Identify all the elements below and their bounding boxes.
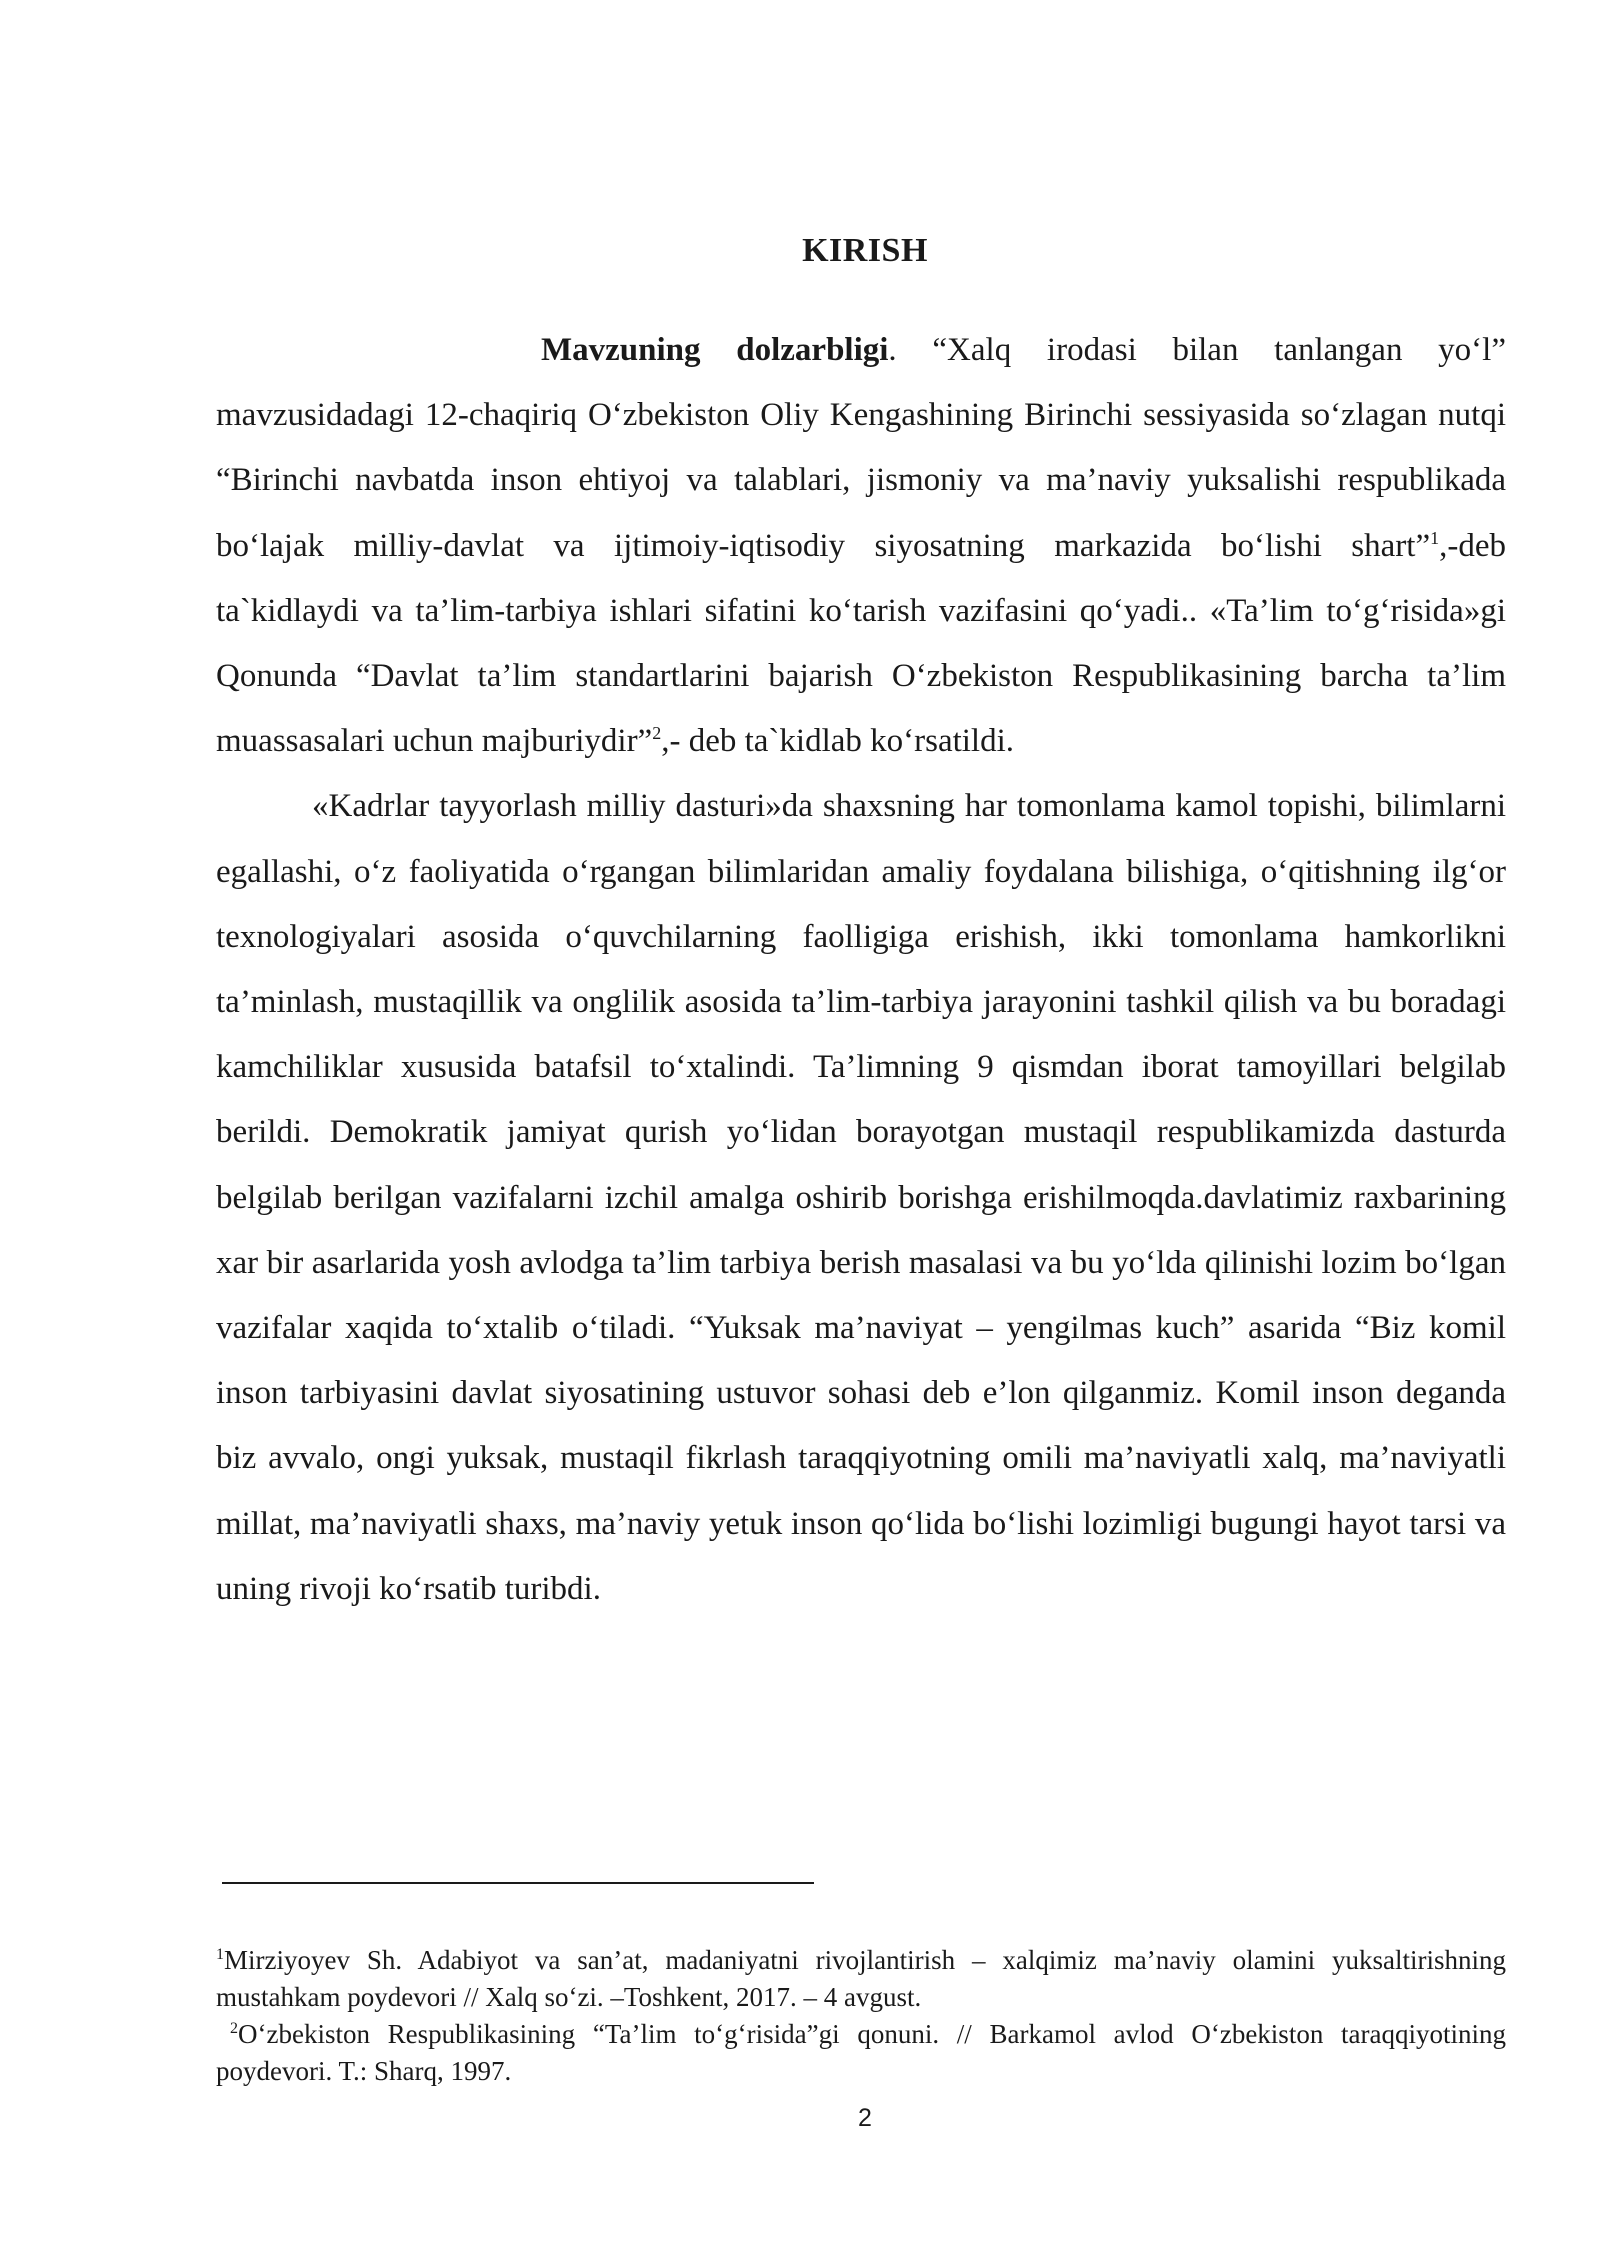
footnote-text-1: Mirziyoyev Sh. Adabiyot va san’at, madaniyatni rivojlantirish – xalqimiz ma’naviy olamini yuksaltirishning mustahkam poydevori // Xalq so‘zi. –Toshkent, 2017. – 4 avgust. bbox=[216, 1945, 1506, 2012]
paragraph-personnel-program: «Kadrlar tayyorlash milliy dasturi»da shaxsning har tomonlama kamol topishi, bilimlarni egallashi, o‘z faoliyatida o‘rgangan bilimlaridan amaliy foydalana bilishiga, o‘qitishning ilg‘or texnologiyalari asosida o‘quvchilarning faolligiga erishish, ikki tomonlama hamkorlikni ta’minlash, mustaqillik va onglilik asosida ta’lim-tarbiya jarayonini tashkil qilish va bu boradagi kamchiliklar xususida batafsil to‘xtalindi. Ta’limning 9 qismdan iborat tamoyillari belgilab berildi. Demokratik jamiyat qurish yo‘lidan borayotgan mustaqil respublikamizda dasturda belgilab berilgan vazifalarni izchil amalga oshirib borishga erishilmoqda.davlatimiz raxbarining xar bir asarlarida yosh avlodga ta’lim tarbiya berish masalasi va bu yo‘lda qilinishi lozim bo‘lgan vazifalar xaqida to‘xtalib o‘tiladi. “Yuksak ma’naviyat – yengilmas kuch” asarida “Biz komil inson tarbiyasini davlat siyosatining ustuvor sohasi deb e’lon qilganmiz. Komil inson deganda biz avvalo, ongi yuksak, mustaqil fikrlash taraqqiyotning omili ma’naviyatli xalq, ma’naviyatli millat, ma’naviyatli shaxs, ma’naviy yetuk inson qo‘lida bo‘lishi lozimligi bugungi hayot tarsi va uning rivoji ko‘rsatib turibdi. bbox=[216, 788, 1506, 1607]
paragraph-relevance bbox=[216, 318, 1506, 774]
page-title: KIRISH bbox=[802, 232, 928, 269]
footnote-2 bbox=[216, 2016, 1506, 2090]
footnote-text-2: O‘zbekiston Respublikasining “Ta’lim to‘g‘risida”gi qonuni. // Barkamol avlod O‘zbekiston taraqqiyotining poydevori. T.: Sharq, 1997. bbox=[216, 2019, 1506, 2086]
paragraph-text: ,- deb ta`kidlab ko‘rsatildi. bbox=[661, 723, 1015, 760]
footnote-ref-1: 1 bbox=[1430, 527, 1440, 548]
paragraph-text: ,-deb ta`kidlaydi va ta’lim-tarbiya ishlari sifatini ko‘tarish vazifasini qo‘yadi.. «Ta’lim to‘g‘risida»gi Qonunda “Davlat ta’lim standartlarini bajarish O‘zbekiston Respublikasining barcha ta’lim muassasalari uchun majburiydir” bbox=[216, 527, 1506, 760]
relevance-heading: Mavzuning dolzarbligi bbox=[541, 332, 889, 368]
footnotes bbox=[216, 1942, 1506, 2090]
footnote-ref-2: 2 bbox=[652, 723, 662, 744]
page-number: 2 bbox=[858, 2104, 872, 2132]
footnote-marker-2: 2 bbox=[230, 2020, 238, 2037]
footnote-1 bbox=[216, 1942, 1506, 2016]
footnote-marker-1: 1 bbox=[216, 1946, 224, 1963]
body-text bbox=[216, 318, 1506, 1622]
paragraph-text: . “Xalq irodasi bilan tanlangan yo‘l” mavzusidadagi 12-chaqiriq O‘zbekiston Oliy Kengashining Birinchi sessiyasida so‘zlagan nutqi “Birinchi navbatda inson ehtiyoj va talablari, jismoniy va ma’naviy yuksalishi respublikada bo‘lajak milliy-davlat va ijtimoiy-iqtisodiy siyosatning markazida bo‘lishi shart” bbox=[216, 332, 1506, 564]
footnote-separator bbox=[222, 1882, 814, 1884]
